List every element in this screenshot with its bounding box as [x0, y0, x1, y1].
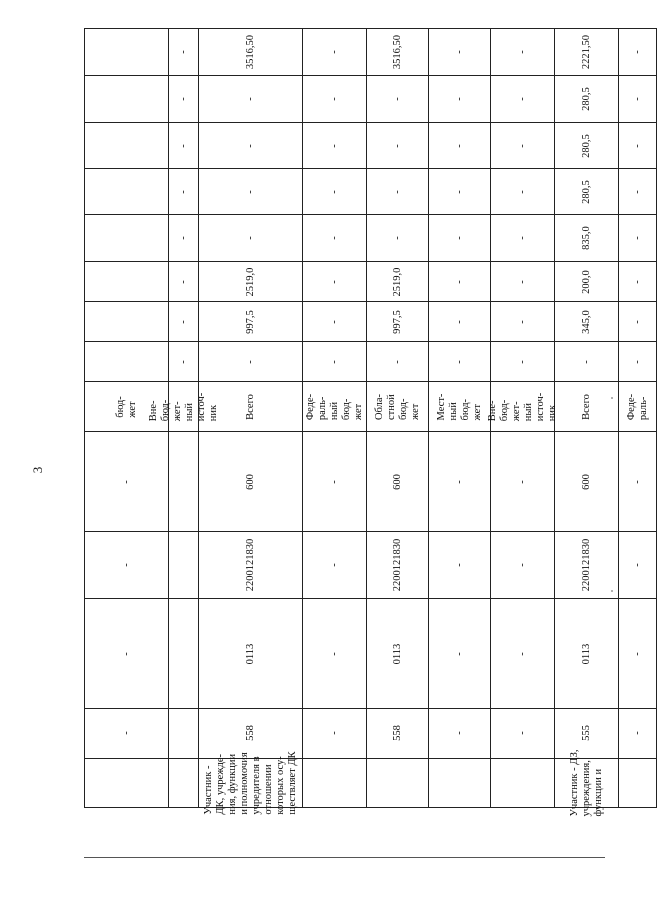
- footer-rule: [84, 857, 605, 858]
- cell-text: -: [244, 143, 256, 148]
- table-cell: [367, 342, 429, 382]
- cell-text: -: [580, 359, 592, 364]
- table-cell: [491, 29, 555, 76]
- cell-text: -: [631, 50, 643, 54]
- cell-text: 2519,0: [391, 267, 403, 296]
- table-cell: [303, 342, 367, 382]
- cell-text: Вне- бюд- жет- ный источ- ник: [147, 392, 219, 421]
- cell-text: -: [328, 189, 340, 194]
- cell-text: 600: [580, 473, 592, 490]
- table-cell: [486, 382, 558, 432]
- table-cell: [85, 532, 169, 599]
- table-cell: [85, 215, 169, 262]
- cell-text: Феде- раль- ный бюд- жет: [304, 393, 364, 420]
- cell-text: -: [516, 279, 528, 284]
- cell-text: 0113: [244, 643, 256, 664]
- cell-text: бюд- жет: [114, 395, 138, 418]
- cell-text: -: [516, 479, 528, 484]
- cell-text: -: [177, 189, 189, 194]
- table-cell: [303, 215, 367, 262]
- table-row: [85, 215, 657, 262]
- cell-text: 835,0: [580, 226, 592, 250]
- cell-text: 555: [580, 725, 592, 742]
- table-cell: [169, 169, 199, 215]
- table-cell: [555, 169, 619, 215]
- cell-text: -: [328, 359, 340, 364]
- cell-text: -: [391, 97, 403, 101]
- cell-text: -: [244, 97, 256, 101]
- table-cell: [619, 432, 657, 532]
- cell-text: -: [453, 651, 465, 656]
- cell-text: -: [177, 236, 189, 240]
- cell-text: -: [177, 143, 189, 148]
- table-cell: [367, 29, 429, 76]
- table-cell: [491, 169, 555, 215]
- table-cell: [199, 262, 303, 302]
- cell-text: 3516,50: [391, 34, 403, 70]
- cell-text: -: [453, 236, 465, 240]
- table-cell: [85, 758, 169, 808]
- cell-text: Мест- ный бюд- жет: [435, 393, 483, 420]
- table-cell: [303, 169, 367, 215]
- table-cell: [555, 532, 619, 599]
- table-row: [85, 29, 657, 76]
- cell-text: -: [631, 563, 643, 567]
- cell-text: 600: [391, 473, 403, 490]
- table-cell: [491, 262, 555, 302]
- table-cell: [619, 302, 657, 342]
- table-cell: [169, 532, 199, 599]
- table-cell: [619, 599, 657, 709]
- table-cell: [199, 342, 303, 382]
- cell-text: 2519,0: [244, 267, 256, 296]
- table-cell: [85, 432, 169, 532]
- cell-text: 558: [244, 725, 256, 742]
- table-cell: [619, 758, 657, 808]
- table-cell: [199, 599, 303, 709]
- cell-text: -: [453, 143, 465, 148]
- table-cell: [491, 123, 555, 169]
- cell-text: -: [631, 651, 643, 656]
- cell-text: -: [516, 50, 528, 54]
- table-cell: [199, 76, 303, 123]
- table-cell: [199, 432, 303, 532]
- cell-text: -: [631, 236, 643, 240]
- table-cell: [429, 76, 491, 123]
- table-cell: [555, 302, 619, 342]
- table-cell: [85, 599, 169, 709]
- table-cell: [619, 169, 657, 215]
- table-cell: [303, 758, 367, 808]
- cell-text: -: [177, 279, 189, 284]
- table-cell: [367, 599, 429, 709]
- cell-text: -: [328, 563, 340, 567]
- cell-text: -: [328, 479, 340, 484]
- cell-text: -: [120, 563, 132, 567]
- cell-text: -: [453, 319, 465, 324]
- table-cell: [429, 382, 491, 432]
- cell-text: -: [516, 143, 528, 148]
- cell-text: 280,5: [580, 133, 592, 158]
- table-row: [85, 599, 657, 709]
- table-cell: [199, 123, 303, 169]
- table-cell: [555, 382, 619, 432]
- cell-text: -: [516, 97, 528, 101]
- table-cell: [555, 342, 619, 382]
- table-cell: [619, 382, 657, 432]
- table-cell: [303, 599, 367, 709]
- cell-text: -: [453, 479, 465, 484]
- cell-text: 2221,50: [580, 34, 592, 70]
- cell-text: -: [631, 359, 643, 364]
- table-cell: [619, 532, 657, 599]
- table-cell: [367, 215, 429, 262]
- cell-text: Вне- бюд- жет- ный источ- ник: [486, 392, 558, 421]
- table-cell: [367, 302, 429, 342]
- cell-text: -: [453, 563, 465, 567]
- table-cell: [169, 302, 199, 342]
- cell-text: -: [516, 563, 528, 567]
- table-cell: [169, 29, 199, 76]
- cell-text: Феде- раль-: [625, 393, 649, 420]
- table-cell: [491, 432, 555, 532]
- table-row: [85, 758, 657, 808]
- table-cell: [491, 532, 555, 599]
- table-cell: [85, 262, 169, 302]
- cell-text: -: [453, 50, 465, 54]
- cell-text: -: [177, 319, 189, 324]
- cell-text: -: [516, 359, 528, 364]
- table-cell: [429, 215, 491, 262]
- table-cell: [619, 215, 657, 262]
- cell-text: Участник - ДЗ, учреждения, функции и: [568, 749, 604, 817]
- table-cell: [491, 758, 555, 808]
- table-cell: [491, 599, 555, 709]
- table-cell: [491, 302, 555, 342]
- cell-text: -: [120, 731, 132, 735]
- table-cell: [429, 29, 491, 76]
- cell-text: -: [631, 479, 643, 484]
- table-cell: [303, 302, 367, 342]
- cell-text: -: [177, 97, 189, 101]
- cell-text: -: [391, 189, 403, 194]
- cell-text: -: [328, 319, 340, 324]
- cell-text: -: [391, 359, 403, 364]
- cell-text: -: [391, 236, 403, 240]
- table-cell: [85, 709, 169, 759]
- table-cell: [555, 29, 619, 76]
- table-cell: [199, 751, 303, 815]
- table-cell: [555, 215, 619, 262]
- table-cell: [619, 342, 657, 382]
- table-cell: [619, 123, 657, 169]
- table-cell: [85, 123, 169, 169]
- table-cell: [85, 29, 169, 76]
- cell-text: 345,0: [580, 309, 592, 334]
- table-cell: [429, 123, 491, 169]
- table-cell: [169, 76, 199, 123]
- budget-table-wrapper: [84, 28, 649, 817]
- budget-table-body: [85, 29, 657, 817]
- table-row: [85, 169, 657, 215]
- cell-text: -: [244, 189, 256, 194]
- table-cell: [85, 169, 169, 215]
- cell-text: Всего: [580, 393, 592, 420]
- cell-text: -: [516, 651, 528, 656]
- cell-text: -: [328, 143, 340, 148]
- table-cell: [491, 342, 555, 382]
- table-cell: [199, 29, 303, 76]
- table-cell: [169, 262, 199, 302]
- table-row: [85, 382, 657, 432]
- table-cell: [199, 532, 303, 599]
- table-cell: [619, 29, 657, 76]
- table-cell: [367, 532, 429, 599]
- cell-text: 2200121830: [244, 538, 256, 592]
- cell-text: -: [391, 143, 403, 148]
- cell-text: -: [453, 97, 465, 101]
- table-cell: [555, 599, 619, 709]
- table-cell: [555, 76, 619, 123]
- table-cell: [85, 302, 169, 342]
- cell-text: 2200121830: [580, 538, 592, 592]
- table-cell: [555, 123, 619, 169]
- cell-text: -: [631, 319, 643, 324]
- scan-speck: [611, 590, 613, 592]
- cell-text: -: [631, 97, 643, 101]
- table-cell: [367, 262, 429, 302]
- cell-text: 200,0: [580, 269, 592, 294]
- table-cell: [85, 76, 169, 123]
- cell-text: -: [328, 279, 340, 284]
- table-cell: [169, 599, 199, 709]
- table-cell: [303, 262, 367, 302]
- cell-text: -: [453, 731, 465, 735]
- table-cell: [429, 262, 491, 302]
- table-row: [85, 123, 657, 169]
- table-cell: [491, 215, 555, 262]
- cell-text: -: [328, 731, 340, 735]
- table-cell: [367, 123, 429, 169]
- table-cell: [199, 382, 303, 432]
- table-cell: [555, 262, 619, 302]
- cell-text: -: [177, 359, 189, 364]
- cell-text: -: [120, 479, 132, 484]
- cell-text: -: [120, 651, 132, 656]
- table-cell: [169, 432, 199, 532]
- cell-text: -: [453, 279, 465, 284]
- table-cell: [429, 342, 491, 382]
- cell-text: 280,5: [580, 87, 592, 111]
- table-cell: [429, 532, 491, 599]
- table-cell: [169, 342, 199, 382]
- table-cell: [429, 709, 491, 759]
- table-cell: [199, 302, 303, 342]
- table-cell: [429, 169, 491, 215]
- cell-text: 280,5: [580, 179, 592, 204]
- cell-text: -: [453, 359, 465, 364]
- cell-text: -: [244, 359, 256, 364]
- cell-text: 0113: [580, 643, 592, 664]
- table-cell: [619, 262, 657, 302]
- cell-text: -: [328, 236, 340, 240]
- table-cell: [147, 382, 219, 432]
- table-cell: [555, 749, 619, 817]
- budget-table: [84, 28, 657, 817]
- cell-text: -: [516, 236, 528, 240]
- table-cell: [429, 302, 491, 342]
- cell-text: -: [516, 319, 528, 324]
- cell-text: -: [244, 236, 256, 240]
- cell-text: Обла- стной бюд- жет: [373, 393, 421, 420]
- table-cell: [303, 432, 367, 532]
- table-cell: [367, 709, 429, 759]
- cell-text: 3516,50: [244, 34, 256, 70]
- cell-text: -: [328, 50, 340, 54]
- table-row: [85, 532, 657, 599]
- table-cell: [303, 29, 367, 76]
- table-cell: [303, 382, 367, 432]
- cell-text: 558: [391, 725, 403, 742]
- page-number: 3: [30, 466, 45, 474]
- cell-text: -: [328, 651, 340, 656]
- cell-text: -: [453, 189, 465, 194]
- table-cell: [491, 709, 555, 759]
- table-cell: [169, 123, 199, 169]
- table-cell: [429, 758, 491, 808]
- cell-text: -: [631, 143, 643, 148]
- table-cell: [429, 599, 491, 709]
- table-cell: [169, 709, 199, 759]
- table-cell: [429, 432, 491, 532]
- table-row: [85, 262, 657, 302]
- table-cell: [619, 76, 657, 123]
- cell-text: Всего: [244, 393, 256, 420]
- scan-speck: [611, 397, 613, 399]
- table-cell: [303, 532, 367, 599]
- table-cell: [367, 382, 429, 432]
- table-cell: [619, 709, 657, 759]
- cell-text: 997,5: [244, 309, 256, 334]
- table-cell: [367, 76, 429, 123]
- cell-text: -: [177, 50, 189, 54]
- cell-text: 0113: [391, 643, 403, 664]
- cell-text: -: [328, 97, 340, 101]
- table-cell: [303, 76, 367, 123]
- table-row: [85, 342, 657, 382]
- table-cell: [367, 432, 429, 532]
- cell-text: -: [631, 731, 643, 735]
- table-row: [85, 302, 657, 342]
- cell-text: Участник - ДК, учрежде- ния, функции и полномочия учредителя в отношении которых осу- ществляет ДК: [202, 751, 298, 815]
- cell-text: -: [631, 189, 643, 194]
- cell-text: 600: [244, 473, 256, 490]
- table-cell: [199, 169, 303, 215]
- cell-text: -: [631, 279, 643, 284]
- cell-text: -: [516, 731, 528, 735]
- table-cell: [85, 342, 169, 382]
- table-cell: [491, 76, 555, 123]
- table-cell: [367, 169, 429, 215]
- cell-text: -: [516, 189, 528, 194]
- cell-text: 997,5: [391, 309, 403, 334]
- table-row: [85, 76, 657, 123]
- table-cell: [303, 709, 367, 759]
- table-cell: [367, 758, 429, 808]
- cell-text: 2200121830: [391, 538, 403, 592]
- table-cell: [169, 215, 199, 262]
- table-cell: [303, 123, 367, 169]
- table-row: [85, 432, 657, 532]
- table-cell: [169, 758, 199, 808]
- table-cell: [199, 215, 303, 262]
- table-cell: [555, 432, 619, 532]
